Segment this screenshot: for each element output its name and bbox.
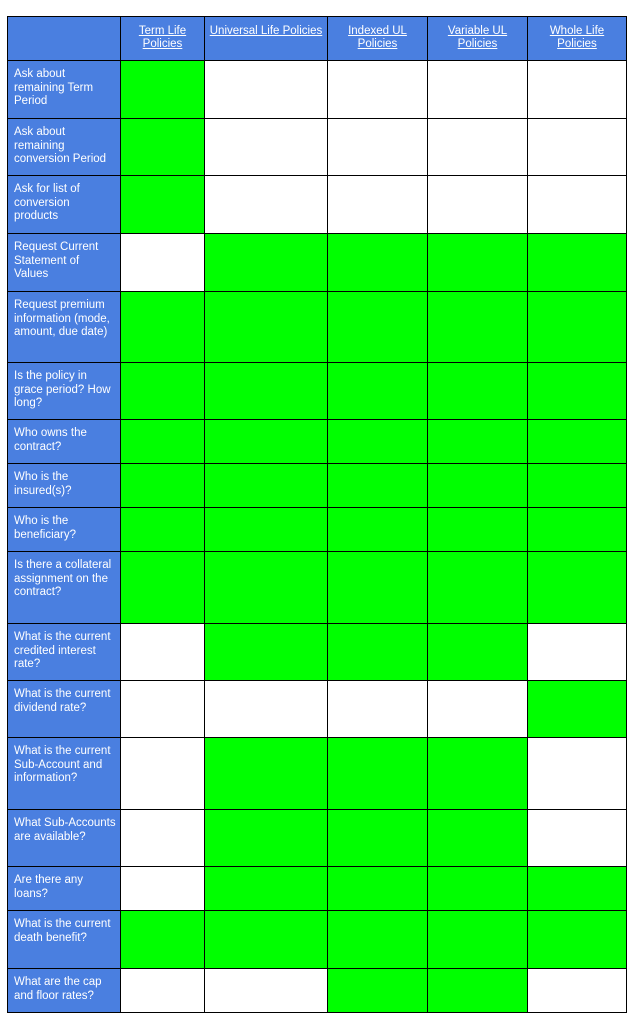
not-applies-cell <box>205 119 328 176</box>
applies-cell <box>328 363 428 420</box>
not-applies-cell <box>121 738 205 810</box>
row-label-cell <box>8 810 121 867</box>
applies-cell <box>205 234 328 292</box>
applies-cell <box>121 61 205 119</box>
not-applies-cell <box>528 61 627 119</box>
column-header-label: Universal Life Policies <box>209 25 323 37</box>
row-question-label: Who is the beneficiary? <box>14 515 77 541</box>
table-row <box>8 464 627 508</box>
row-question-label: Is there a collateral assignment on the contract? <box>14 559 112 598</box>
applies-cell <box>205 810 328 867</box>
not-applies-cell <box>328 176 428 234</box>
row-question-label: Ask about remaining Term Period <box>14 68 94 107</box>
row-label-cell <box>8 911 121 969</box>
applies-cell <box>428 810 528 867</box>
applies-cell <box>428 234 528 292</box>
row-label-cell <box>8 738 121 810</box>
applies-cell <box>428 624 528 681</box>
applies-cell <box>328 738 428 810</box>
column-header <box>428 17 528 61</box>
row-question-label: What is the current credited interest rate? <box>14 631 111 670</box>
row-question-label: Request Current Statement of Values <box>14 241 99 280</box>
not-applies-cell <box>528 119 627 176</box>
row-question-label: What is the current Sub-Account and information? <box>14 745 111 784</box>
applies-cell <box>328 969 428 1013</box>
applies-cell <box>328 292 428 363</box>
column-header <box>528 17 627 61</box>
applies-cell <box>428 363 528 420</box>
row-label-cell <box>8 508 121 552</box>
not-applies-cell <box>121 969 205 1013</box>
column-header <box>328 17 428 61</box>
applies-cell <box>205 292 328 363</box>
row-label-cell <box>8 464 121 508</box>
not-applies-cell <box>205 176 328 234</box>
not-applies-cell <box>205 61 328 119</box>
row-label-cell <box>8 552 121 624</box>
not-applies-cell <box>528 176 627 234</box>
not-applies-cell <box>205 681 328 738</box>
table-row <box>8 292 627 363</box>
applies-cell <box>121 464 205 508</box>
not-applies-cell <box>121 681 205 738</box>
row-label-cell <box>8 363 121 420</box>
applies-cell <box>121 176 205 234</box>
applies-cell <box>328 552 428 624</box>
applies-cell <box>528 420 627 464</box>
applies-cell <box>528 681 627 738</box>
table-row <box>8 61 627 119</box>
applies-cell <box>205 464 328 508</box>
applies-cell <box>428 292 528 363</box>
row-label-cell <box>8 420 121 464</box>
not-applies-cell <box>428 176 528 234</box>
applies-cell <box>205 911 328 969</box>
table-row <box>8 738 627 810</box>
applies-cell <box>328 234 428 292</box>
applies-cell <box>528 911 627 969</box>
column-header <box>121 17 205 61</box>
applies-cell <box>428 508 528 552</box>
applies-cell <box>528 464 627 508</box>
not-applies-cell <box>428 61 528 119</box>
applies-cell <box>121 508 205 552</box>
header-row <box>8 17 627 61</box>
table-row <box>8 234 627 292</box>
applies-cell <box>121 552 205 624</box>
table-row <box>8 552 627 624</box>
not-applies-cell <box>328 119 428 176</box>
column-header-label: Term Life Policies <box>138 25 187 50</box>
applies-cell <box>121 292 205 363</box>
applies-cell <box>121 119 205 176</box>
not-applies-cell <box>121 867 205 911</box>
table-row <box>8 119 627 176</box>
applies-cell <box>328 867 428 911</box>
row-label-cell <box>8 969 121 1013</box>
policy-question-matrix <box>7 16 627 1013</box>
row-question-label: Who owns the contract? <box>14 427 87 453</box>
applies-cell <box>428 867 528 911</box>
table-row <box>8 681 627 738</box>
table-row <box>8 508 627 552</box>
applies-cell <box>528 508 627 552</box>
corner-cell <box>8 17 121 61</box>
column-header-label: Variable UL Policies <box>447 25 508 50</box>
not-applies-cell <box>528 738 627 810</box>
not-applies-cell <box>428 119 528 176</box>
applies-cell <box>205 867 328 911</box>
row-label-cell <box>8 176 121 234</box>
row-question-label: Request premium information (mode, amount, due date) <box>14 299 110 338</box>
applies-cell <box>205 624 328 681</box>
table-row <box>8 969 627 1013</box>
row-label-cell <box>8 61 121 119</box>
applies-cell <box>328 911 428 969</box>
row-question-label: Ask for list of conversion products <box>14 183 80 222</box>
matrix-body <box>8 61 627 1013</box>
not-applies-cell <box>205 969 328 1013</box>
table-row <box>8 624 627 681</box>
applies-cell <box>528 552 627 624</box>
applies-cell <box>528 363 627 420</box>
applies-cell <box>328 420 428 464</box>
applies-cell <box>428 464 528 508</box>
table-row <box>8 867 627 911</box>
not-applies-cell <box>328 61 428 119</box>
not-applies-cell <box>428 681 528 738</box>
row-question-label: Is the policy in grace period? How long? <box>14 370 111 409</box>
row-question-label: What Sub-Accounts are available? <box>14 817 116 843</box>
not-applies-cell <box>528 624 627 681</box>
applies-cell <box>528 234 627 292</box>
row-label-cell <box>8 867 121 911</box>
applies-cell <box>528 292 627 363</box>
applies-cell <box>205 738 328 810</box>
not-applies-cell <box>528 969 627 1013</box>
table-row <box>8 911 627 969</box>
row-question-label: Who is the insured(s)? <box>14 471 72 497</box>
table-row <box>8 176 627 234</box>
row-label-cell <box>8 292 121 363</box>
applies-cell <box>121 420 205 464</box>
not-applies-cell <box>328 681 428 738</box>
table-row <box>8 810 627 867</box>
applies-cell <box>528 867 627 911</box>
row-question-label: Are there any loans? <box>14 874 84 900</box>
applies-cell <box>428 552 528 624</box>
applies-cell <box>328 810 428 867</box>
row-label-cell <box>8 624 121 681</box>
not-applies-cell <box>121 810 205 867</box>
applies-cell <box>205 552 328 624</box>
row-question-label: What is the current dividend rate? <box>14 688 111 714</box>
applies-cell <box>428 969 528 1013</box>
table-row <box>8 363 627 420</box>
row-question-label: Ask about remaining conversion Period <box>14 126 107 165</box>
applies-cell <box>205 420 328 464</box>
column-header-label: Whole Life Policies <box>549 25 605 50</box>
applies-cell <box>428 420 528 464</box>
not-applies-cell <box>121 624 205 681</box>
applies-cell <box>121 363 205 420</box>
applies-cell <box>428 911 528 969</box>
applies-cell <box>205 363 328 420</box>
column-header <box>205 17 328 61</box>
applies-cell <box>121 911 205 969</box>
column-header-label: Indexed UL Policies <box>348 25 407 50</box>
not-applies-cell <box>121 234 205 292</box>
table-row <box>8 420 627 464</box>
row-label-cell <box>8 234 121 292</box>
row-label-cell <box>8 119 121 176</box>
applies-cell <box>328 624 428 681</box>
row-question-label: What are the cap and floor rates? <box>14 976 102 1002</box>
not-applies-cell <box>528 810 627 867</box>
row-label-cell <box>8 681 121 738</box>
row-question-label: What is the current death benefit? <box>14 918 111 944</box>
applies-cell <box>205 508 328 552</box>
applies-cell <box>328 464 428 508</box>
applies-cell <box>328 508 428 552</box>
applies-cell <box>428 738 528 810</box>
